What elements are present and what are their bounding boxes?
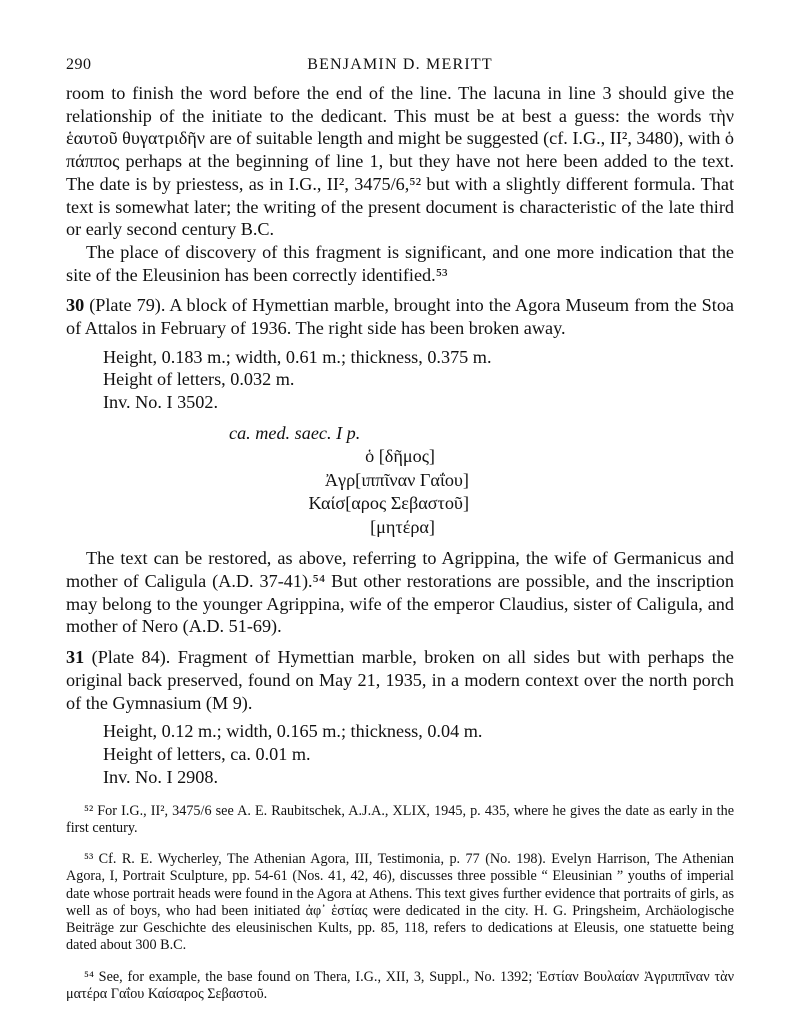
inscription-line-2: Ἀγρ[ιππῖναν Γαΐου] xyxy=(324,469,469,490)
paragraph-restoration: The text can be restored, as above, referring to Agrippina, the wife of Germanicus and mother of Caligula (A.D. 37-41).⁵⁴ But other restorations are possible, and the inscription may belong to the younger Agrippina, wife of the emperor Claudius, sister of Caligula, and mother of Nero (A.D. 51-69). xyxy=(66,548,734,637)
measurement-line: Inv. No. I 2908. xyxy=(103,766,219,787)
entry-30-number: 30 xyxy=(66,295,85,316)
paragraph-discovery: The place of discovery of this fragment is significant, and one more indication that the site of the Eleusinion has been correctly identified.⁵³ xyxy=(66,241,734,285)
entry-31-measurements xyxy=(66,720,734,788)
inscription-date: ca. med. saec. I p. xyxy=(229,422,361,443)
running-header xyxy=(66,52,734,82)
entry-31 xyxy=(66,646,734,714)
entry-31-number: 31 xyxy=(66,647,85,668)
paragraph-continued: room to finish the word before the end of the line. The lacuna in line 3 should give the relationship of the initiate to the dedicant. This must be at best a guess: the words τὴν ἑαυτοῦ θυγατριδῆν are of suitable length and might be suggested (cf. I.G., II², 3480), with ὁ πάππος perhaps at the beginning of line 1, but they have not here been added to the text. The date is by priestess, as in I.G., II², 3475/6,⁵² but with a slightly different formula. That text is somewhat later; the writing of the present document is characteristic of the late third or early second century B.C. xyxy=(66,83,734,240)
entry-30-description: (Plate 79). A block of Hymettian marble, brought into the Agora Museum from the Stoa of Attalos in February of 1936. The right side has been broken away. xyxy=(66,295,734,339)
footnote-53: ⁵³ Cf. R. E. Wycherley, The Athenian Agora, III, Testimonia, p. 77 (No. 198). Evelyn Harrison, The Athenian Agora, I, Portrait Sculpture, pp. 54-61 (Nos. 41, 42, 46), discusses three possible “ Eleusinian ” youths of imperial date whose portrait heads were found in the Agora at Athens. This text gives further evidence that portraits of girls, as well as of boys, who had been initiated ἀφ᾽ ἑστίας were dedicated in the city. H. G. Pringsheim, Archäologische Beiträge zur Geschichte des eleusinischen Kults, pp. 85, 118, refers to dedications at Eleusis, one statuette being dated about 300 B.C. xyxy=(66,851,734,954)
footnotes xyxy=(66,803,734,1003)
entry-31-description: (Plate 84). Fragment of Hymettian marble, broken on all sides but with perhaps the original back preserved, found on May 21, 1935, in a modern context over the north porch of the Gymnasium (M 9). xyxy=(66,647,734,713)
measurement-line: Inv. No. I 3502. xyxy=(103,392,219,413)
footnote-52: ⁵² For I.G., II², 3475/6 see A. E. Raubitschek, A.J.A., XLIX, 1945, p. 435, where he gives the date as early in the first century. xyxy=(66,802,734,836)
inscription-line-1: ὁ [δῆμος] xyxy=(365,446,435,467)
entry-30 xyxy=(66,294,734,339)
main-text xyxy=(66,82,734,788)
entry-30-measurements xyxy=(66,346,734,414)
inscription-text xyxy=(229,422,469,540)
measurement-line: Height of letters, 0.032 m. xyxy=(103,369,295,390)
running-head-author: BENJAMIN D. MERITT xyxy=(307,56,493,73)
measurement-line: Height of letters, ca. 0.01 m. xyxy=(103,743,311,764)
footnote-54: ⁵⁴ See, for example, the base found on Thera, I.G., XII, 3, Suppl., No. 1392; Ἑστίαν Βουλαίαν Ἀγριππῖναν τὰν ματέρα Γαΐου Καίσαρος Σεβαστοῦ. xyxy=(66,968,734,1002)
page-number: 290 xyxy=(66,56,92,73)
inscription-line-4: [μητέρα] xyxy=(370,516,435,537)
measurement-line: Height, 0.183 m.; width, 0.61 m.; thickness, 0.375 m. xyxy=(103,346,492,367)
inscription-line-3: Καίσ[αρος Σεβαστοῦ] xyxy=(308,493,469,514)
measurement-line: Height, 0.12 m.; width, 0.165 m.; thickness, 0.04 m. xyxy=(103,721,483,742)
page xyxy=(66,52,734,1005)
